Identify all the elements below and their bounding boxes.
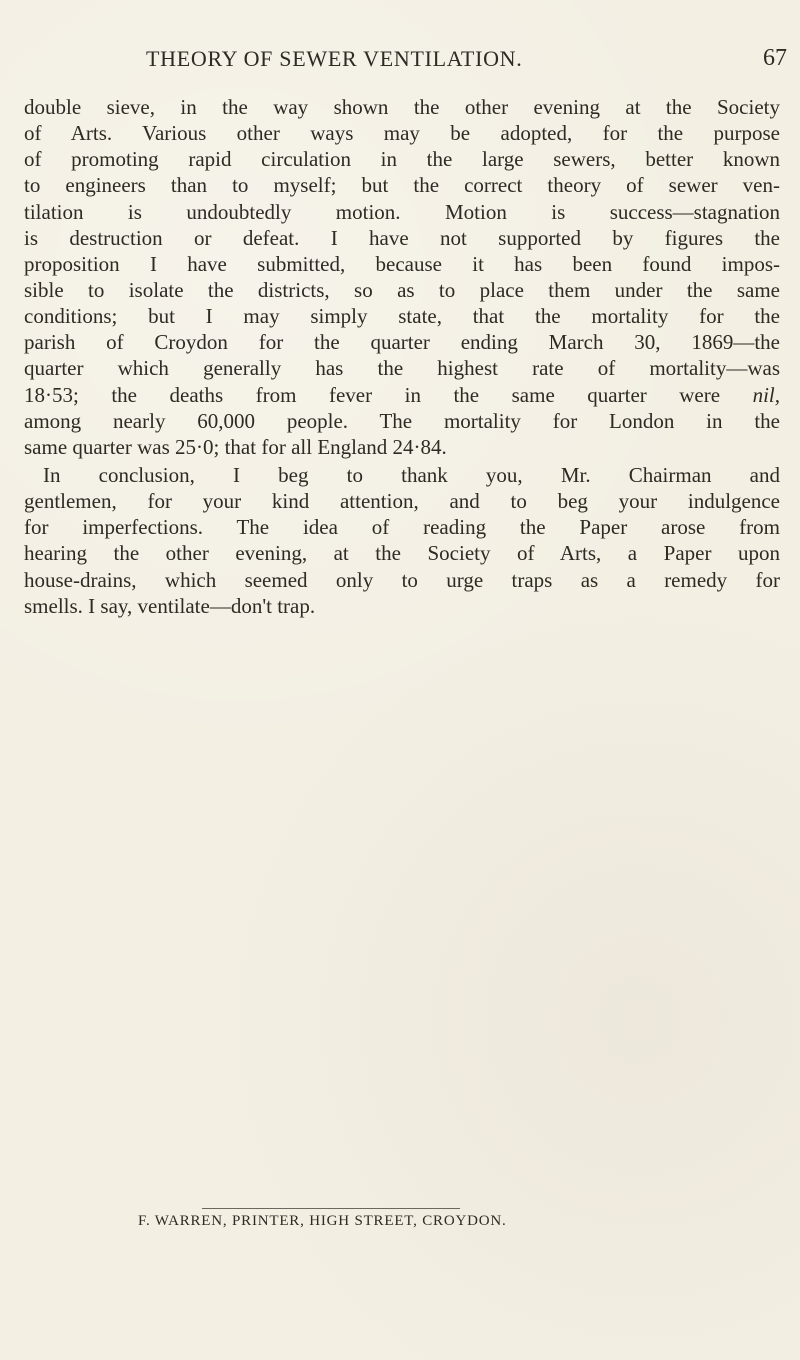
page-number: 67 — [763, 45, 787, 71]
text-line-6: is destruction or defeat. I have not supported by figures the — [24, 225, 780, 250]
text-line-7: proposition I have submitted, because it has been found impos- — [24, 251, 780, 276]
printer-footer — [138, 1208, 718, 1236]
text-line-9: conditions; but I may simply state, that the mortality for the — [24, 304, 780, 329]
text-line-5: tilation is undoubtedly motion. Motion is success—stagnation — [24, 199, 780, 224]
text-line-2: of Arts. Various other ways may be adopted, for the purpose — [24, 121, 780, 146]
footer-rule — [202, 1208, 460, 1209]
text-line-12-start: 18·53; the deaths from fever in the same quarter were — [24, 382, 721, 407]
text-line-16: gentlemen, for your kind attention, and to beg your indulgence — [24, 489, 780, 514]
running-head — [146, 46, 796, 76]
text-line-14: same quarter was 25·0; that for all England 24·84. — [24, 434, 447, 459]
text-line-8: sible to isolate the districts, so as to place them under the same — [24, 277, 780, 302]
text-line-1: double sieve, in the way shown the other evening at the Society — [24, 95, 780, 119]
printer-imprint: F. WARREN, PRINTER, HIGH STREET, CROYDON. — [138, 1213, 507, 1229]
text-line-19: house-drains, which seemed only to urge traps as a remedy for — [24, 567, 780, 592]
text-line-12 — [24, 382, 780, 408]
body-text — [24, 94, 780, 619]
text-line-15: In conclusion, I beg to thank you, Mr. Chairman and — [43, 462, 780, 487]
text-line-18: hearing the other evening, at the Society of Arts, a Paper upon — [24, 541, 780, 566]
text-line-17: for imperfections. The idea of reading the Paper arose from — [24, 515, 780, 540]
paragraph-1 — [24, 94, 780, 460]
text-line-20: smells. I say, ventilate—don't trap. — [24, 593, 316, 618]
text-line-10: parish of Croydon for the quarter ending March 30, 1869—the — [24, 330, 780, 355]
running-title: THEORY OF SEWER VENTILATION. — [146, 46, 523, 71]
text-line-4: to engineers than to myself; but the correct theory of sewer ven- — [24, 173, 780, 198]
paragraph-2 — [24, 462, 780, 619]
text-line-13: among nearly 60,000 people. The mortality for London in the — [24, 408, 780, 433]
text-line-11: quarter which generally has the highest rate of mortality—was — [24, 356, 780, 381]
italic-nil: nil, — [752, 382, 781, 407]
text-line-3: of promoting rapid circulation in the large sewers, better known — [24, 147, 780, 172]
